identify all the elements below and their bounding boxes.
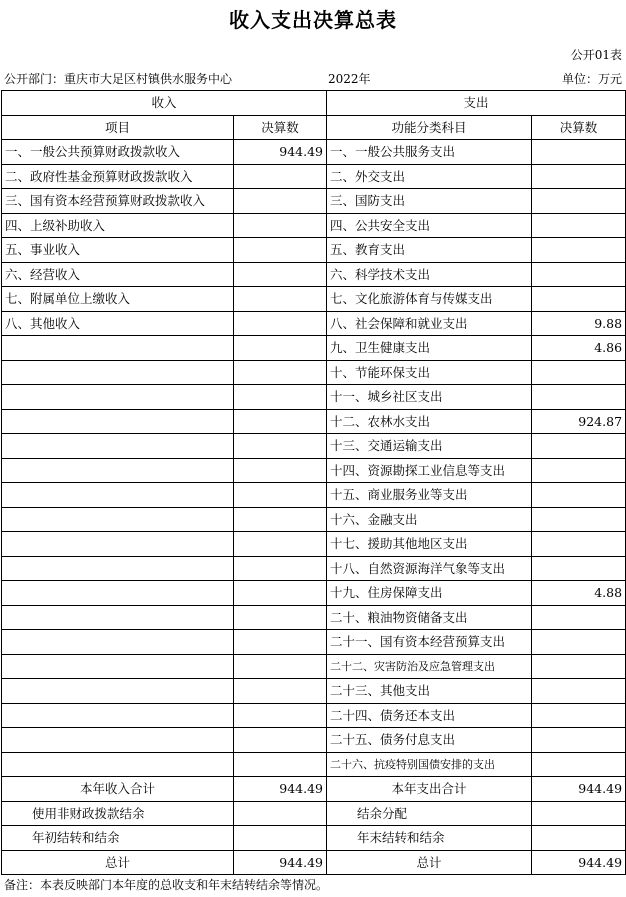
table-row	[2, 238, 626, 263]
col-func-header: 功能分类科目	[327, 115, 532, 140]
table-row	[2, 532, 626, 557]
table-row	[2, 434, 626, 459]
table-row	[2, 728, 626, 753]
income-amount	[234, 409, 327, 434]
department-label: 公开部门：重庆市大足区村镇供水服务中心	[4, 72, 233, 86]
income-item	[2, 581, 234, 606]
expense-amount	[532, 507, 626, 532]
income-item	[2, 532, 234, 557]
table-row	[2, 189, 626, 214]
income-amount	[234, 189, 327, 214]
expense-amount	[532, 213, 626, 238]
grand-expense-value: 944.49	[532, 850, 626, 875]
income-item: 五、事业收入	[2, 238, 234, 263]
income-amount	[234, 458, 327, 483]
income-amount	[234, 213, 327, 238]
income-amount	[234, 336, 327, 361]
income-item: 三、国有资本经营预算财政拨款收入	[2, 189, 234, 214]
col-item-header: 项目	[2, 115, 234, 140]
table-row	[2, 360, 626, 385]
expense-item: 六、科学技术支出	[327, 262, 532, 287]
expense-total-label: 本年支出合计	[327, 777, 532, 802]
table-row	[2, 581, 626, 606]
expense-item: 十七、援助其他地区支出	[327, 532, 532, 557]
income-item	[2, 605, 234, 630]
expense-item: 十四、资源勘探工业信息等支出	[327, 458, 532, 483]
income-total-value: 944.49	[234, 777, 327, 802]
income-amount	[234, 434, 327, 459]
expense-item: 二十三、其他支出	[327, 679, 532, 704]
income-item	[2, 336, 234, 361]
income-amount	[234, 311, 327, 336]
income-amount	[234, 556, 327, 581]
income-amount	[234, 703, 327, 728]
income-amount	[234, 507, 327, 532]
expense-item: 十八、自然资源海洋气象等支出	[327, 556, 532, 581]
income-amount	[234, 605, 327, 630]
expense-amount: 924.87	[532, 409, 626, 434]
income-item	[2, 630, 234, 655]
income-item	[2, 679, 234, 704]
expense-amount	[532, 458, 626, 483]
expense-amount	[532, 434, 626, 459]
income-expense-table	[1, 90, 626, 875]
income-item	[2, 728, 234, 753]
expense-amount	[532, 728, 626, 753]
income-amount	[234, 728, 327, 753]
income-item: 八、其他收入	[2, 311, 234, 336]
income-item	[2, 458, 234, 483]
expense-item: 二十二、灾害防治及应急管理支出	[327, 654, 532, 679]
expense-amount	[532, 262, 626, 287]
expense-amount	[532, 703, 626, 728]
table-row	[2, 409, 626, 434]
income-amount	[234, 630, 327, 655]
expense-amount	[532, 679, 626, 704]
income-amount	[234, 483, 327, 508]
expense-amount: 4.88	[532, 581, 626, 606]
expense-header: 支出	[327, 91, 626, 116]
income-amount	[234, 262, 327, 287]
income-item	[2, 703, 234, 728]
page-title: 收入支出决算总表	[229, 8, 397, 32]
income-item: 四、上级补助收入	[2, 213, 234, 238]
expense-item: 十三、交通运输支出	[327, 434, 532, 459]
expense-amount	[532, 654, 626, 679]
expense-amount	[532, 189, 626, 214]
expense-item: 二、外交支出	[327, 164, 532, 189]
col-amount-header: 决算数	[234, 115, 327, 140]
expense-item: 七、文化旅游体育与传媒支出	[327, 287, 532, 312]
table-row	[2, 630, 626, 655]
year-label: 2022年	[328, 72, 371, 86]
grand-total-row	[2, 850, 626, 875]
expense-amount	[532, 385, 626, 410]
income-amount	[234, 752, 327, 777]
income-item	[2, 409, 234, 434]
income-item	[2, 507, 234, 532]
table-row	[2, 164, 626, 189]
table-row	[2, 140, 626, 165]
table-row	[2, 507, 626, 532]
expense-amount	[532, 556, 626, 581]
table-row	[2, 679, 626, 704]
expense-amount	[532, 532, 626, 557]
expense-item: 九、卫生健康支出	[327, 336, 532, 361]
income-total-label: 本年收入合计	[2, 777, 234, 802]
income-item	[2, 360, 234, 385]
carry-out-label: 年末结转和结余	[327, 826, 532, 851]
income-amount: 944.49	[234, 140, 327, 165]
expense-item: 二十、粮油物资储备支出	[327, 605, 532, 630]
expense-item: 八、社会保障和就业支出	[327, 311, 532, 336]
expense-item: 十九、住房保障支出	[327, 581, 532, 606]
footnote: 备注：本表反映部门本年度的总收支和年末结转结余等情况。	[4, 878, 329, 892]
income-item: 六、经营收入	[2, 262, 234, 287]
column-header-row	[2, 115, 626, 140]
income-amount	[234, 287, 327, 312]
expense-item: 二十一、国有资本经营预算支出	[327, 630, 532, 655]
income-amount	[234, 654, 327, 679]
income-item	[2, 752, 234, 777]
table-row	[2, 703, 626, 728]
non-fiscal-label: 使用非财政拨款结余	[2, 801, 234, 826]
expense-item: 十一、城乡社区支出	[327, 385, 532, 410]
expense-item: 十六、金融支出	[327, 507, 532, 532]
expense-amount	[532, 140, 626, 165]
table-row	[2, 458, 626, 483]
expense-item: 五、教育支出	[327, 238, 532, 263]
table-row	[2, 385, 626, 410]
expense-item: 三、国防支出	[327, 189, 532, 214]
expense-amount	[532, 287, 626, 312]
table-row	[2, 654, 626, 679]
income-amount	[234, 581, 327, 606]
carry-out-value	[532, 826, 626, 851]
expense-item: 十五、商业服务业等支出	[327, 483, 532, 508]
expense-item: 二十四、债务还本支出	[327, 703, 532, 728]
distribution-label: 结余分配	[327, 801, 532, 826]
income-header: 收入	[2, 91, 327, 116]
total-row	[2, 777, 626, 802]
distribution-value	[532, 801, 626, 826]
grand-income-value: 944.49	[234, 850, 327, 875]
table-row	[2, 213, 626, 238]
table-code: 公开01表	[570, 48, 622, 62]
expense-amount	[532, 238, 626, 263]
table-row	[2, 556, 626, 581]
table-row	[2, 605, 626, 630]
income-amount	[234, 360, 327, 385]
income-item: 二、政府性基金预算财政拨款收入	[2, 164, 234, 189]
grand-expense-label: 总计	[327, 850, 532, 875]
carry-row	[2, 826, 626, 851]
income-amount	[234, 164, 327, 189]
expense-amount: 4.86	[532, 336, 626, 361]
carry-in-label: 年初结转和结余	[2, 826, 234, 851]
expense-total-value: 944.49	[532, 777, 626, 802]
expense-item: 十二、农林水支出	[327, 409, 532, 434]
expense-amount	[532, 752, 626, 777]
income-item	[2, 385, 234, 410]
expense-item: 二十六、抗疫特别国债安排的支出	[327, 752, 532, 777]
non-fiscal-row	[2, 801, 626, 826]
expense-item: 二十五、债务付息支出	[327, 728, 532, 753]
table-row	[2, 311, 626, 336]
carry-in-value	[234, 826, 327, 851]
income-amount	[234, 532, 327, 557]
unit-label: 单位：万元	[561, 72, 622, 86]
table-row	[2, 336, 626, 361]
expense-amount	[532, 360, 626, 385]
table-row	[2, 752, 626, 777]
expense-item: 一、一般公共服务支出	[327, 140, 532, 165]
expense-amount: 9.88	[532, 311, 626, 336]
expense-amount	[532, 605, 626, 630]
table-row	[2, 262, 626, 287]
expense-amount	[532, 630, 626, 655]
income-item	[2, 654, 234, 679]
income-item: 七、附属单位上缴收入	[2, 287, 234, 312]
table-row	[2, 287, 626, 312]
expense-amount	[532, 483, 626, 508]
section-header-row	[2, 91, 626, 116]
table-row	[2, 483, 626, 508]
grand-income-label: 总计	[2, 850, 234, 875]
expense-item: 四、公共安全支出	[327, 213, 532, 238]
income-item	[2, 556, 234, 581]
income-amount	[234, 385, 327, 410]
expense-item: 十、节能环保支出	[327, 360, 532, 385]
income-amount	[234, 679, 327, 704]
income-item	[2, 434, 234, 459]
income-item: 一、一般公共预算财政拨款收入	[2, 140, 234, 165]
non-fiscal-value	[234, 801, 327, 826]
expense-amount	[532, 164, 626, 189]
col-amount2-header: 决算数	[532, 115, 626, 140]
income-item	[2, 483, 234, 508]
income-amount	[234, 238, 327, 263]
